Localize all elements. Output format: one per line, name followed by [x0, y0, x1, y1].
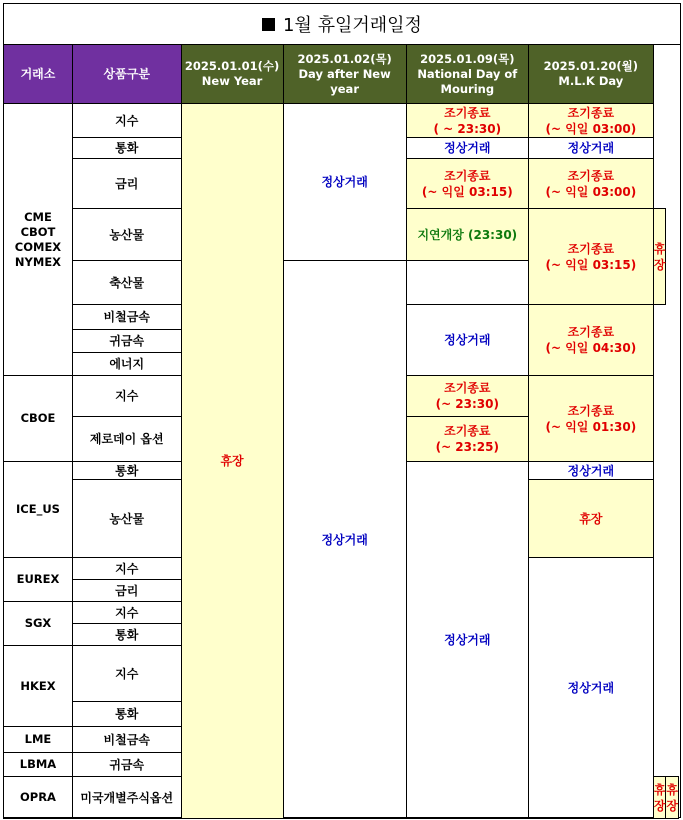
product-cell: 미국개별주식옵션	[72, 777, 181, 819]
holiday-schedule-table	[3, 44, 679, 819]
header-row	[4, 45, 679, 104]
status-text: 조기종료	[567, 403, 615, 418]
header-holiday-name: National Day of Mouring	[417, 66, 518, 96]
status-text: 조기종료	[444, 381, 491, 395]
exchange-ice: ICE_US	[4, 462, 73, 558]
time-text: ( ~ 23:30)	[433, 121, 502, 136]
jan09-index-cell	[406, 104, 528, 138]
jan09-agri-cell	[528, 209, 653, 305]
product-cell: 귀금속	[72, 753, 181, 777]
header-holiday-name: Day after New year	[298, 66, 391, 96]
product-cell: 축산물	[72, 261, 181, 305]
exchange-cme-group	[4, 104, 73, 376]
time-text: (~ 익일 04:30)	[545, 341, 637, 355]
time-text: (~ 익일 03:00)	[545, 121, 637, 136]
product-cell: 농산물	[72, 209, 181, 261]
status-text: 조기종료	[567, 105, 615, 120]
jan20-agri-cell: 휴장	[653, 209, 666, 305]
status-text: 조기종료	[567, 168, 615, 183]
exchange-cboe: CBOE	[4, 376, 73, 462]
status-text: 조기종료	[444, 105, 491, 120]
header-date-0101	[181, 45, 283, 104]
time-text: (~ 익일 01:30)	[545, 419, 637, 434]
jan09-fx-cell: 정상거래	[406, 138, 528, 159]
exchange-name: COMEX	[14, 239, 62, 254]
product-cell: 지수	[72, 376, 181, 417]
header-date-0120	[528, 45, 653, 104]
jan02-delayed-open-cell: 지연개장 (23:30)	[406, 209, 528, 261]
exchange-eurex: EUREX	[4, 558, 73, 602]
jan20-fx-cell: 정상거래	[528, 138, 653, 159]
header-holiday-name: M.L.K Day	[558, 74, 624, 88]
product-cell: 지수	[72, 602, 181, 624]
title-text: 1월 휴일거래일정	[283, 15, 422, 36]
time-text: (~ 익일 03:00)	[545, 184, 637, 199]
jan20-ice-agri-cell: 휴장	[528, 480, 653, 558]
jan20-normal-bottom-cell: 정상거래	[528, 558, 653, 819]
header-date-0102	[283, 45, 406, 104]
product-cell: 통화	[72, 138, 181, 159]
jan02-normal-bottom-cell: 정상거래	[283, 261, 406, 819]
jan20-ice-fx-cell: 정상거래	[528, 462, 653, 480]
product-cell: 지수	[72, 646, 181, 702]
exchange-sgx: SGX	[4, 602, 73, 646]
product-cell: 금리	[72, 159, 181, 209]
header-product: 상품구분	[72, 45, 181, 104]
product-cell: 지수	[72, 104, 181, 138]
header-exchange: 거래소	[4, 45, 73, 104]
jan09-cboe-index-cell	[406, 376, 528, 417]
product-cell: 비철금속	[72, 305, 181, 330]
jan09-opra-cell: 휴장	[653, 777, 666, 819]
time-text: (~ 익일 03:15)	[545, 257, 637, 272]
jan09-normal-bottom-cell: 정상거래	[406, 462, 528, 819]
exchange-name: CBOT	[20, 224, 56, 239]
exchange-hkex: HKEX	[4, 646, 73, 727]
jan09-zeroday-cell	[406, 417, 528, 462]
jan20-cboe-cell	[528, 376, 653, 462]
table-row	[4, 104, 679, 138]
header-holiday-name: New Year	[201, 74, 263, 88]
jan09-rates-cell	[406, 159, 528, 209]
page-title	[4, 4, 680, 45]
square-bullet-icon	[262, 18, 275, 31]
status-text: 조기종료	[444, 168, 491, 183]
status-text: 조기종료	[567, 325, 615, 339]
exchange-name: NYMEX	[14, 254, 62, 269]
time-text: (~ 익일 03:15)	[421, 184, 513, 199]
exchange-lme: LME	[4, 727, 73, 753]
product-cell: 귀금속	[72, 330, 181, 353]
jan02-normal-cell: 정상거래	[283, 104, 406, 261]
jan20-metals-cell	[528, 305, 653, 376]
header-date-label: 2025.01.09(목)	[420, 51, 515, 66]
product-cell: 지수	[72, 558, 181, 580]
schedule-sheet	[3, 3, 681, 818]
header-date-label: 2025.01.02(목)	[297, 51, 392, 66]
exchange-name: CME	[24, 209, 52, 224]
jan20-opra-cell: 휴장	[666, 777, 679, 819]
header-date-label: 2025.01.20(월)	[543, 59, 639, 73]
header-date-0109	[406, 45, 528, 104]
header-date-label: 2025.01.01(수)	[184, 59, 280, 73]
product-cell: 농산물	[72, 480, 181, 558]
product-cell: 금리	[72, 580, 181, 602]
product-cell: 제로데이 옵션	[72, 417, 181, 462]
jan20-index-cell	[528, 104, 653, 138]
jan20-rates-cell	[528, 159, 653, 209]
product-cell: 통화	[72, 462, 181, 480]
time-text: (~ 23:25)	[435, 440, 499, 454]
exchange-opra: OPRA	[4, 777, 73, 819]
time-text: (~ 23:30)	[435, 397, 499, 411]
exchange-lbma: LBMA	[4, 753, 73, 777]
status-text: 조기종료	[567, 241, 615, 256]
product-cell: 통화	[72, 624, 181, 646]
jan09-metals-cell: 정상거래	[406, 305, 528, 376]
jan01-closed-cell: 휴장	[181, 104, 283, 819]
product-cell: 비철금속	[72, 727, 181, 753]
product-cell: 에너지	[72, 353, 181, 376]
product-cell: 통화	[72, 702, 181, 727]
status-text: 조기종료	[444, 424, 491, 438]
